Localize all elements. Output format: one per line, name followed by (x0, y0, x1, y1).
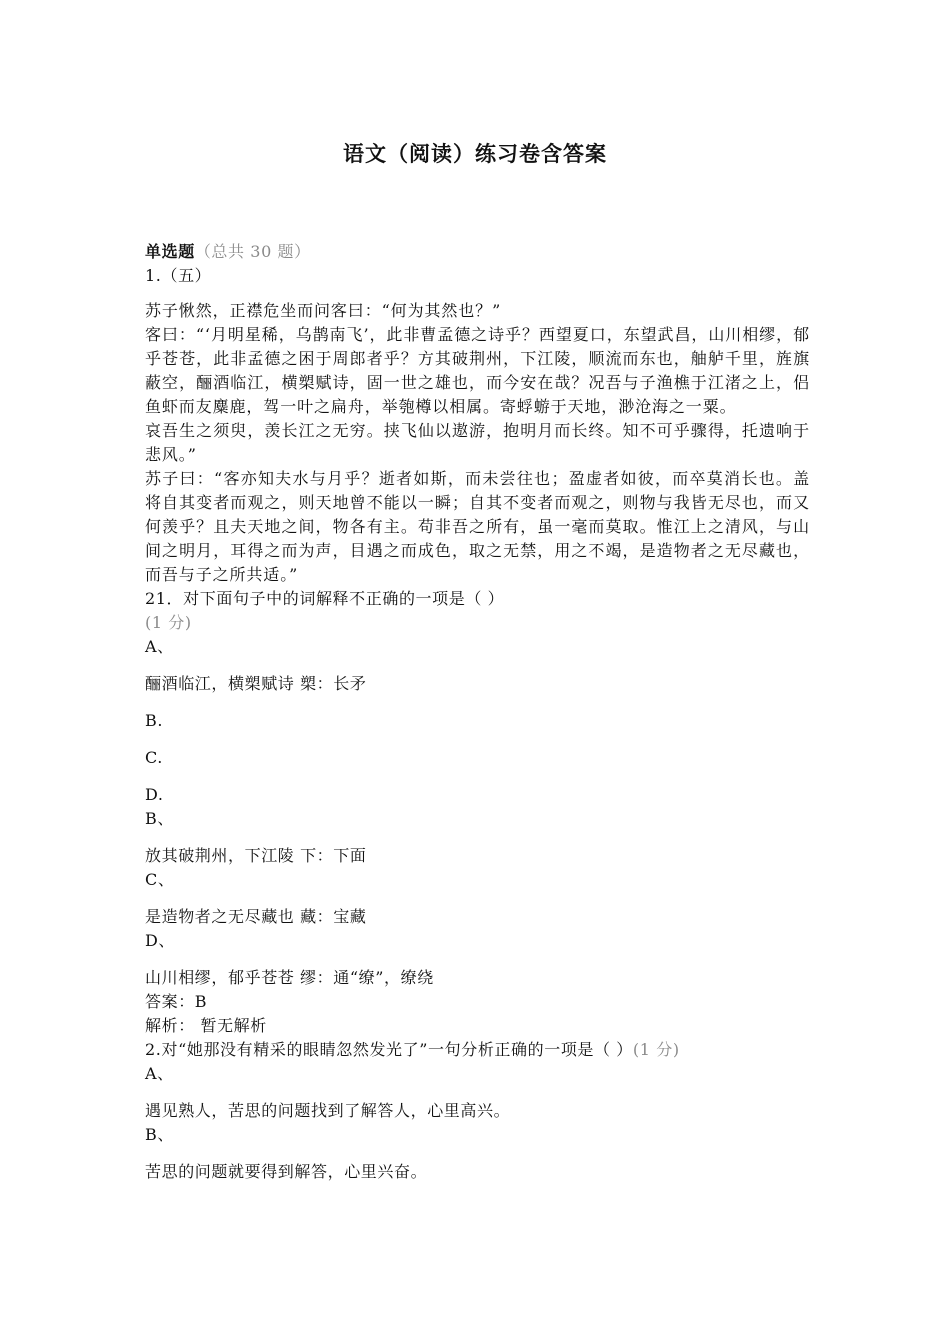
section-label: 单选题 (145, 242, 195, 261)
q1-option-d-label: D、 (145, 931, 176, 950)
section-count-note: （总共 30 题） (194, 242, 311, 261)
document-body (145, 240, 810, 1184)
q1-option-d-text: 山川相缪，郁乎苍苍 缪：通“缭”，缭绕 (145, 968, 434, 987)
q1-option-c-text: 是造物者之无尽藏也 藏：宝藏 (145, 907, 367, 926)
q1-option-b-text: 放其破荆州，下江陵 下：下面 (145, 846, 367, 865)
q1-option-a-label: A、 (145, 637, 174, 656)
question-1-sub-question: 21．对下面句子中的词解释不正确的一项是（ ） (145, 589, 505, 608)
q1-answer: 答案：B (145, 992, 208, 1011)
question-2-stem (145, 1038, 810, 1062)
q1-option-c-label: C、 (145, 870, 175, 889)
page-title: 语文（阅读）练习卷含答案 (343, 141, 607, 166)
question-2-stem-text: 2.对“她那没有精采的眼睛忽然发光了”一句分析正确的一项是（ ） (145, 1040, 633, 1059)
q2-option-b-text: 苦思的问题就要得到解答，心里兴奋。 (145, 1162, 428, 1181)
passage-paragraph-3: 哀吾生之须臾，羡长江之无穷。挟飞仙以遨游，抱明月而长终。知不可乎骤得，托遗响于悲风。” (145, 421, 810, 464)
q1-stray-c: C. (145, 748, 163, 767)
q2-option-a-text: 遇见熟人，苦思的问题找到了解答人，心里高兴。 (145, 1101, 511, 1120)
passage-paragraph-1: 苏子愀然，正襟危坐而问客曰：“何为其然也？” (145, 301, 502, 320)
q1-analysis: 解析： 暂无解析 (145, 1016, 267, 1035)
section-heading (145, 240, 810, 264)
q1-stray-d: D. (145, 785, 164, 804)
question-1-number: 1.（五） (145, 266, 212, 285)
q2-option-b-label: B、 (145, 1125, 174, 1144)
passage-paragraph-4: 苏子曰：“客亦知夫水与月乎？逝者如斯，而未尝往也；盈虚者如彼，而卒莫消长也。盖将自其变者而观之，则天地曾不能以一瞬；自其不变者而观之，则物与我皆无尽也，而又何羡乎？且夫天地之间，物各有主。苟非吾之所有，虽一毫而莫取。惟江上之清风，与山间之明月，耳得之而为声，目遇之而成色，取之无禁，用之不竭，是造物者之无尽藏也，而吾与子之所共适。” (145, 469, 810, 584)
question-2-score: (1 分) (632, 1040, 680, 1059)
question-1-score: (1 分) (145, 613, 192, 632)
q1-option-b-label: B、 (145, 809, 174, 828)
question-1-passage (145, 299, 810, 587)
q2-option-a-label: A、 (145, 1064, 174, 1083)
q1-option-a-text: 酾酒临江，横槊赋诗 槊：长矛 (145, 674, 367, 693)
q1-stray-b: B. (145, 711, 164, 730)
passage-paragraph-2: 客曰：“‘月明星稀，乌鹊南飞’，此非曹孟德之诗乎？西望夏口，东望武昌，山川相缪，郁乎苍苍，此非孟德之困于周郎者乎？方其破荆州，下江陵，顺流而东也，舳舻千里，旌旗蔽空，酾酒临江，横槊赋诗，固一世之雄也，而今安在哉？况吾与子渔樵于江渚之上，侣鱼虾而友麋鹿，驾一叶之扁舟，举匏樽以相属。寄蜉蝣于天地，渺沧海之一粟。 (145, 325, 810, 416)
